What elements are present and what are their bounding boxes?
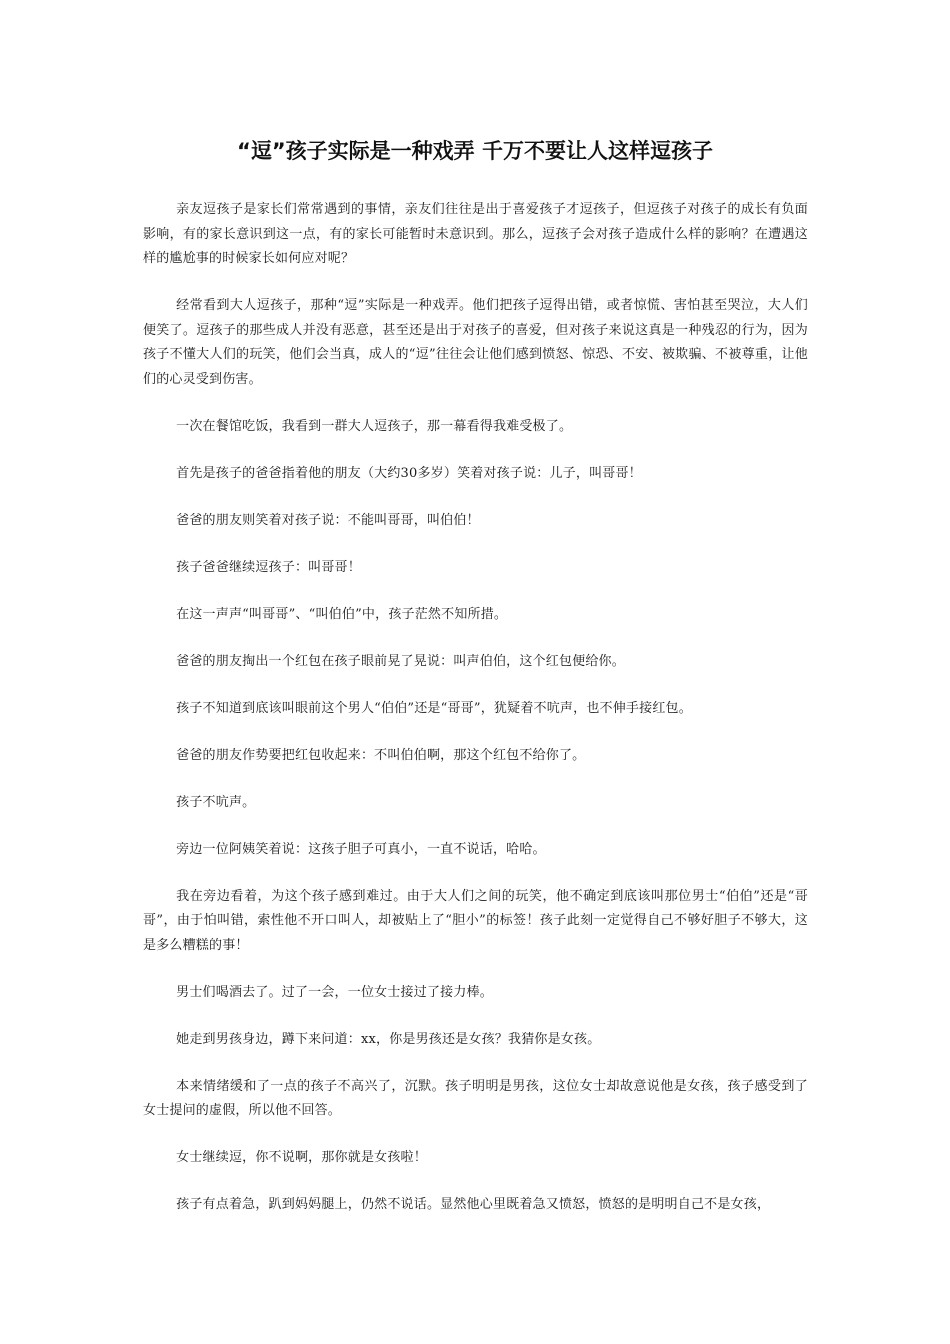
paragraph: 亲友逗孩子是家长们常常遇到的事情，亲友们往往是出于喜爱孩子才逗孩子，但逗孩子对孩子的成长有负面影响，有的家长意识到这一点，有的家长可能暂时未意识到。那么，逗孩子会对孩子造成什么样的影响？在遭遇这样的尴尬事的时候家长如何应对呢？ <box>143 202 808 266</box>
paragraph: 孩子爸爸继续逗孩子：叫哥哥！ <box>176 559 361 575</box>
paragraph: 孩子不吭声。 <box>176 794 256 810</box>
paragraph: 男士们喝酒去了。过了一会，一位女士接过了接力棒。 <box>176 984 493 1000</box>
paragraph: 爸爸的朋友掏出一个红包在孩子眼前晃了晃说：叫声伯伯，这个红包便给你。 <box>176 653 625 669</box>
paragraph: 爸爸的朋友则笑着对孩子说：不能叫哥哥，叫伯伯！ <box>176 512 480 528</box>
article-title: “逗”孩子实际是一种戏弄 千万不要让人这样逗孩子 <box>237 139 713 163</box>
paragraph: 本来情绪缓和了一点的孩子不高兴了，沉默。孩子明明是男孩，这位女士却故意说他是女孩，孩子感受到了女士提问的虚假，所以他不回答。 <box>143 1078 808 1118</box>
paragraph: 孩子有点着急，趴到妈妈腿上，仍然不说话。显然他心里既着急又愤怒，愤怒的是明明自己不是女孩， <box>176 1197 771 1212</box>
paragraph: 经常看到大人逗孩子，那种“逗”实际是一种戏弄。他们把孩子逗得出错，或者惊慌、害怕甚至哭泣，大人们便笑了。逗孩子的那些成人并没有恶意，甚至还是出于对孩子的喜爱，但对孩子来说这真是一种残忍的行为，因为孩子不懂大人们的玩笑，他们会当真，成人的“逗”往往会让他们感到愤怒、惊恐、不安、被欺骗、不被尊重，让他们的心灵受到伤害。 <box>143 298 808 387</box>
paragraph: 她走到男孩身边，蹲下来问道：xx，你是男孩还是女孩？我猜你是女孩。 <box>176 1031 601 1047</box>
paragraph: 一次在餐馆吃饭，我看到一群大人逗孩子，那一幕看得我难受极了。 <box>176 418 573 434</box>
paragraph: 孩子不知道到底该叫眼前这个男人“伯伯”还是“哥哥”，犹疑着不吭声，也不伸手接红包。 <box>176 700 692 716</box>
paragraph: 爸爸的朋友作势要把红包收起来：不叫伯伯啊，那这个红包不给你了。 <box>176 747 586 763</box>
paragraph: 在这一声声“叫哥哥”、“叫伯伯”中，孩子茫然不知所措。 <box>176 606 508 622</box>
paragraph: 女士继续逗，你不说啊，那你就是女孩啦！ <box>176 1150 427 1165</box>
article-body <box>143 198 808 1240</box>
paragraph: 我在旁边看着，为这个孩子感到难过。由于大人们之间的玩笑，他不确定到底该叫那位男士“伯伯”还是“哥哥”，由于怕叫错，索性他不开口叫人，却被贴上了“胆小”的标签！孩子此刻一定觉得自己不够好胆子不够大，这是多么糟糕的事！ <box>143 888 808 953</box>
paragraph: 旁边一位阿姨笑着说：这孩子胆子可真小，一直不说话，哈哈。 <box>176 841 546 857</box>
paragraph: 首先是孩子的爸爸指着他的朋友（大约30多岁）笑着对孩子说：儿子，叫哥哥！ <box>176 465 642 481</box>
